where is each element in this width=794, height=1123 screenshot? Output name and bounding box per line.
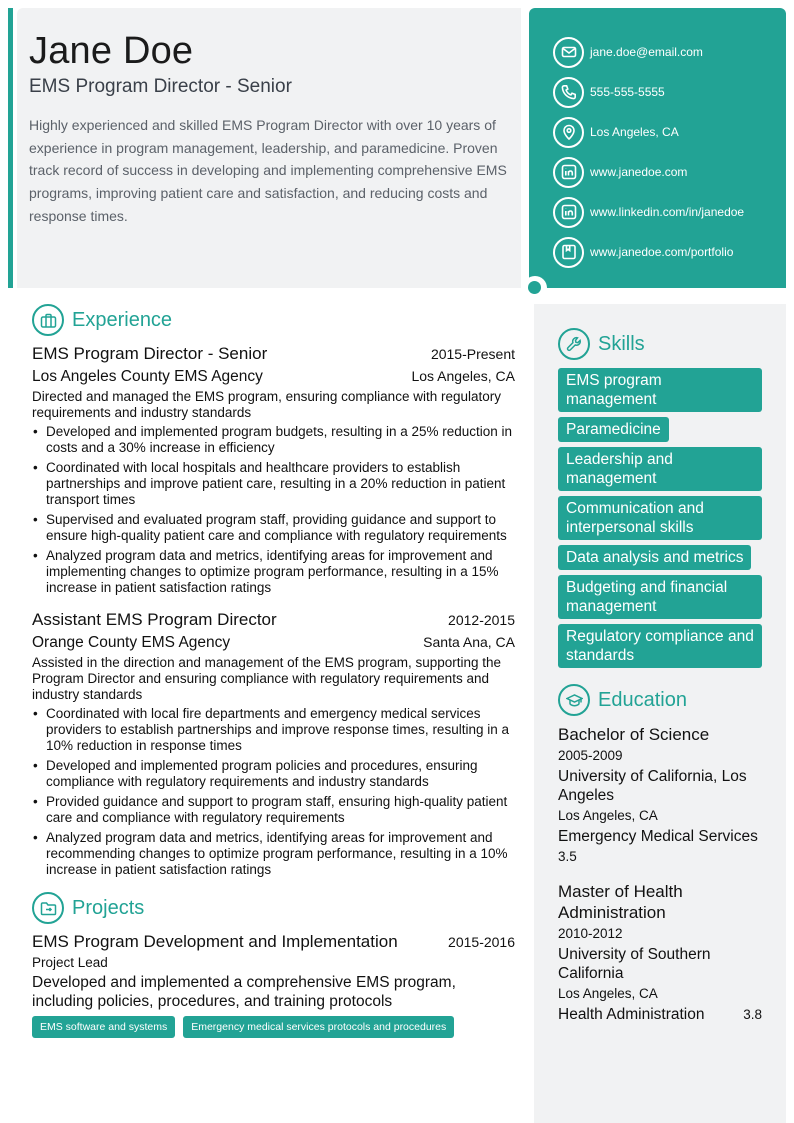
contact-phone[interactable] [553, 72, 786, 112]
header-accent-bar [8, 8, 13, 288]
job-entry [32, 344, 515, 596]
job-bullet: • Supervised and evaluated program staff, providing guidance and support to ensure high-quality patient care and compliance with regulatory requirements [32, 512, 515, 544]
project-entry [32, 932, 515, 1038]
contact-email[interactable] [553, 32, 786, 72]
job-bullet: • Developed and implemented program budgets, resulting in a 25% reduction in costs and a 30% increase in efficiency [32, 424, 515, 456]
contact-linkedin-text: www.linkedin.com/in/janedoe [590, 205, 745, 219]
contact-website[interactable] [553, 152, 786, 192]
email-icon [553, 37, 584, 68]
header-panel [17, 8, 521, 288]
job-description: Directed and managed the EMS program, ensuring compliance with regulatory requirements and industry standards [32, 389, 501, 420]
education-title: Education [598, 688, 687, 711]
job-bullets [32, 706, 515, 878]
briefcase-icon [32, 304, 64, 336]
contact-portfolio[interactable] [553, 232, 786, 272]
gpa: 3.5 [558, 849, 577, 864]
graduation-cap-icon [558, 684, 590, 716]
school: University of California, Los Angeles [558, 768, 747, 804]
contact-portfolio-text: www.janedoe.com/portfolio [590, 245, 734, 259]
header-divider-dot [528, 281, 541, 294]
folder-icon [32, 892, 64, 924]
skill-tag: Communication and interpersonal skills [558, 496, 762, 540]
job-bullet: • Coordinated with local fire departments and emergency medical services providers to establish partnerships and improve response times, resulting in a 10% reduction in response times [32, 706, 515, 754]
candidate-name: Jane Doe [29, 30, 194, 72]
projects-header [32, 892, 515, 924]
job-bullet: • Provided guidance and support to program staff, ensuring high-quality patient care and compliance with regulatory requirements [32, 794, 515, 826]
skills-header [558, 328, 762, 360]
portfolio-icon [553, 237, 584, 268]
field-of-study: Health Administration [558, 1006, 705, 1023]
project-role: Project Lead [32, 955, 108, 970]
skill-tag: Leadership and management [558, 447, 762, 491]
project-date: 2015-2016 [448, 934, 515, 950]
contact-location-text: Los Angeles, CA [590, 125, 679, 139]
project-title: EMS Program Development and Implementation [32, 932, 398, 951]
linkedin-icon [553, 157, 584, 188]
summary: Highly experienced and skilled EMS Program Director with over 10 years of experience in program management, leadership, and paramedicine. Proven track record of success in developing and implementing comprehensive EMS programs, improving patient care and satisfaction, and reducing costs and response times. [29, 117, 507, 224]
job-bullets [32, 424, 515, 596]
job-location: Los Angeles, CA [411, 368, 515, 384]
education-location: Los Angeles, CA [558, 808, 658, 823]
skill-tag: Data analysis and metrics [558, 545, 751, 570]
education-entry [558, 724, 762, 865]
job-title: EMS Program Director - Senior [32, 344, 268, 363]
job-bullet: • Analyzed program data and metrics, identifying areas for improvement and recommending changes to optimize program performance, resulting in a 10% increase in patient satisfaction ratings [32, 830, 515, 878]
degree: Master of Health Administration [558, 882, 683, 922]
main-column [32, 304, 515, 1038]
location-icon [553, 117, 584, 148]
skill-tag: Budgeting and financial management [558, 575, 762, 619]
contact-panel [529, 8, 786, 288]
school: University of Southern California [558, 946, 711, 982]
job-bullet: • Analyzed program data and metrics, identifying areas for improvement and implementing changes to optimize program performance, resulting in a 15% increase in patient satisfaction ratings [32, 548, 515, 596]
job-company: Los Angeles County EMS Agency [32, 368, 263, 385]
job-description: Assisted in the direction and management of the EMS program, supporting the Program Director and ensuring compliance with regulatory requirements and industry standards [32, 655, 502, 702]
projects-title: Projects [72, 896, 145, 919]
job-date: 2012-2015 [448, 612, 515, 628]
skills-title: Skills [598, 332, 645, 355]
skill-tag: Paramedicine [558, 417, 669, 442]
experience-title: Experience [72, 308, 173, 331]
skill-tag: Regulatory compliance and standards [558, 624, 762, 668]
linkedin-icon [553, 197, 584, 228]
contact-phone-text: 555-555-5555 [590, 85, 665, 99]
project-tag: Emergency medical services protocols and procedures [183, 1016, 454, 1038]
degree: Bachelor of Science [558, 725, 710, 744]
job-entry [32, 610, 515, 878]
job-location: Santa Ana, CA [423, 634, 515, 650]
project-tag: EMS software and systems [32, 1016, 175, 1038]
experience-header [32, 304, 515, 336]
skill-tag: EMS program management [558, 368, 762, 412]
job-title: Assistant EMS Program Director [32, 610, 277, 629]
education-entry [558, 881, 762, 1024]
contact-email-text: jane.doe@email.com [590, 45, 703, 59]
job-company: Orange County EMS Agency [32, 634, 231, 651]
education-header [558, 684, 762, 716]
gpa: 3.8 [743, 1007, 762, 1022]
wrench-icon [558, 328, 590, 360]
phone-icon [553, 77, 584, 108]
contact-linkedin[interactable] [553, 192, 786, 232]
skills-list [558, 368, 762, 668]
contact-website-text: www.janedoe.com [590, 165, 688, 179]
candidate-title: EMS Program Director - Senior [29, 76, 292, 97]
project-tags [32, 1016, 515, 1038]
job-date: 2015-Present [430, 346, 515, 362]
education-date: 2010-2012 [558, 926, 623, 941]
education-date: 2005-2009 [558, 748, 623, 763]
field-of-study: Emergency Medical Services [558, 828, 758, 845]
job-bullet: • Coordinated with local hospitals and healthcare providers to establish partnerships and improve patient care, resulting in a 20% reduction in patient transport times [32, 460, 515, 508]
contact-location [553, 112, 786, 152]
sidebar [534, 304, 786, 1123]
job-bullet: • Developed and implemented program policies and procedures, ensuring compliance with regulatory requirements and industry standards [32, 758, 515, 790]
project-description: Developed and implemented a comprehensive EMS program, including policies, procedures, and training protocols [32, 974, 456, 1010]
education-location: Los Angeles, CA [558, 986, 658, 1001]
